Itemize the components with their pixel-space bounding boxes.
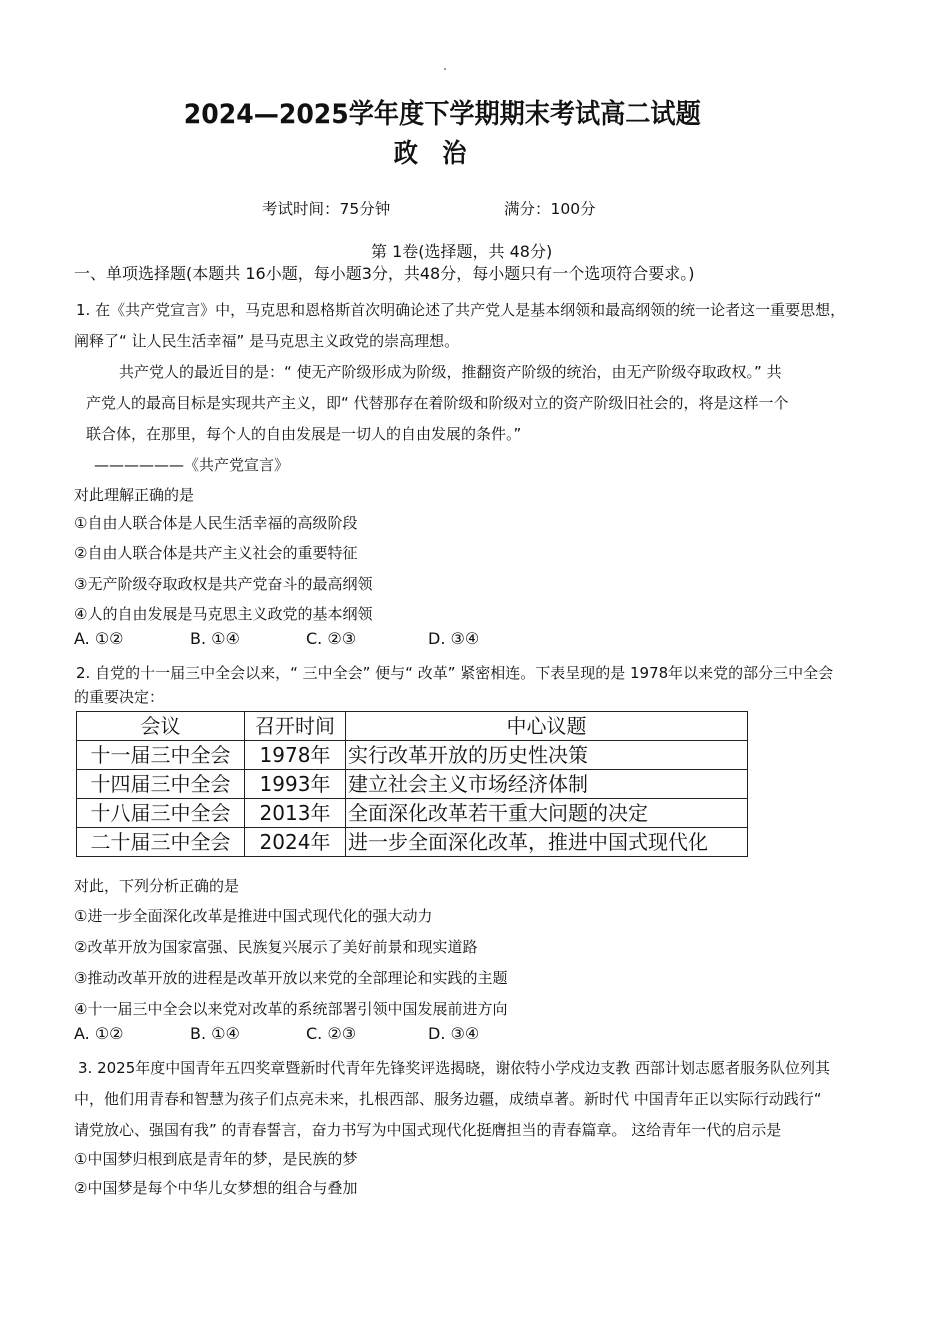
- q2-option-b[interactable]: B. ①④: [190, 1024, 240, 1043]
- q1-option-d[interactable]: D. ③④: [428, 629, 480, 648]
- q1-item-1: ①自由人联合体是人民生活幸福的高级阶段: [74, 514, 358, 532]
- q1-item-2: ②自由人联合体是共产主义社会的重要特征: [74, 544, 358, 562]
- q2-options: [74, 1026, 479, 1042]
- plenum-table: [76, 711, 748, 857]
- q3-stem-line1: 3. 2025年度中国青年五四奖章暨新时代青年先锋奖评选揭晓，谢依特小学戍边支教 西部计划志愿者服务队位列其: [78, 1059, 831, 1077]
- q1-source: ——————《共产党宣言》: [94, 456, 290, 474]
- q1-option-b[interactable]: B. ①④: [190, 629, 240, 648]
- q1-options: [74, 631, 479, 647]
- table-cell: 十四届三中全会: [77, 770, 245, 799]
- section-heading: 一、单项选择题(本题共 16小题，每小题3分，共48分，每小题只有一个选项符合要求。): [74, 264, 695, 283]
- table-cell: 2013年: [245, 799, 346, 828]
- table-cell: 全面深化改革若干重大问题的决定: [346, 799, 748, 828]
- table-header-cell: 会议: [77, 712, 245, 741]
- table-cell: 实行改革开放的历史性决策: [346, 741, 748, 770]
- exam-time: 考试时间：75分钟: [262, 200, 391, 218]
- q1-prompt: 对此理解正确的是: [74, 486, 195, 504]
- table-cell: 1993年: [245, 770, 346, 799]
- full-score: 满分：100分: [504, 200, 596, 218]
- q2-option-c[interactable]: C. ②③: [306, 1024, 357, 1043]
- q2-item-2: ②改革开放为国家富强、民族复兴展示了美好前景和现实道路: [74, 938, 478, 956]
- q1-quote-line2: 产党人的最高目标是实现共产主义，即“ 代替那存在着阶级和阶级对立的资产阶级旧社会的，将是这样一个: [86, 394, 789, 412]
- table-cell: 十一届三中全会: [77, 741, 245, 770]
- q1-quote-line3: 联合体，在那里，每个人的自由发展是一切人的自由发展的条件。”: [86, 425, 522, 443]
- q3-item-2: ②中国梦是每个中华儿女梦想的组合与叠加: [74, 1179, 358, 1197]
- q1-quote-line1: 共产党人的最近目的是：“ 使无产阶级形成为阶级，推翻资产阶级的统治，由无产阶级夺取政权。” 共: [119, 363, 782, 381]
- q2-option-d[interactable]: D. ③④: [428, 1024, 480, 1043]
- table-cell: 二十届三中全会: [77, 828, 245, 857]
- q2-item-4: ④十一届三中全会以来党对改革的系统部署引领中国发展前进方向: [74, 1000, 508, 1018]
- q3-stem-line2: 中，他们用青春和智慧为孩子们点亮未来，扎根西部、服务边疆，成绩卓著。新时代 中国青年正以实际行动践行“: [74, 1090, 822, 1108]
- table-cell: 建立社会主义市场经济体制: [346, 770, 748, 799]
- q3-item-1: ①中国梦归根到底是青年的梦，是民族的梦: [74, 1150, 358, 1168]
- table-cell: 1978年: [245, 741, 346, 770]
- table-row: [77, 741, 748, 770]
- table-header-cell: 召开时间: [245, 712, 346, 741]
- table-cell: 2024年: [245, 828, 346, 857]
- table-row: [77, 828, 748, 857]
- q2-prompt: 对此，下列分析正确的是: [74, 877, 240, 895]
- table-row: [77, 770, 748, 799]
- table-row: [77, 799, 748, 828]
- q1-stem-line2: 阐释了“ 让人民生活幸福” 是马克思主义政党的崇高理想。: [74, 332, 460, 350]
- table-header-cell: 中心议题: [346, 712, 748, 741]
- q2-option-a[interactable]: A. ①②: [74, 1024, 124, 1043]
- table-cell: 十八届三中全会: [77, 799, 245, 828]
- q1-item-4: ④人的自由发展是马克思主义政党的基本纲领: [74, 605, 373, 623]
- q1-stem-line1: 1. 在《共产党宣言》中，马克思和恩格斯首次明确论述了共产党人是基本纲领和最高纲领的统一论者这一重要思想，: [76, 301, 846, 319]
- q1-item-3: ③无产阶级夺取政权是共产党奋斗的最高纲领: [74, 575, 373, 593]
- q1-option-c[interactable]: C. ②③: [306, 629, 357, 648]
- table-cell: 进一步全面深化改革，推进中国式现代化: [346, 828, 748, 857]
- table-header-row: [77, 712, 748, 741]
- q2-stem-line2: 的重要决定：: [74, 688, 165, 706]
- scan-speck: [444, 68, 446, 70]
- exam-title: 2024—2025学年度下学期期末考试高二试题: [183, 99, 701, 130]
- volume-heading: 第 1卷(选择题，共 48分): [371, 242, 553, 261]
- q3-stem-line3: 请党放心、强国有我” 的青春誓言，奋力书写为中国式现代化挺膺担当的青春篇章。 这给青年一代的启示是: [74, 1121, 782, 1139]
- q2-item-3: ③推动改革开放的进程是改革开放以来党的全部理论和实践的主题: [74, 969, 508, 987]
- subject-title: 政治: [393, 139, 491, 169]
- q1-option-a[interactable]: A. ①②: [74, 629, 124, 648]
- q2-stem-line1: 2. 自党的十一届三中全会以来，“ 三中全会” 便与“ 改革” 紧密相连。下表呈现的是 1978年以来党的部分三中全会: [76, 664, 834, 682]
- q2-item-1: ①进一步全面深化改革是推进中国式现代化的强大动力: [74, 907, 433, 925]
